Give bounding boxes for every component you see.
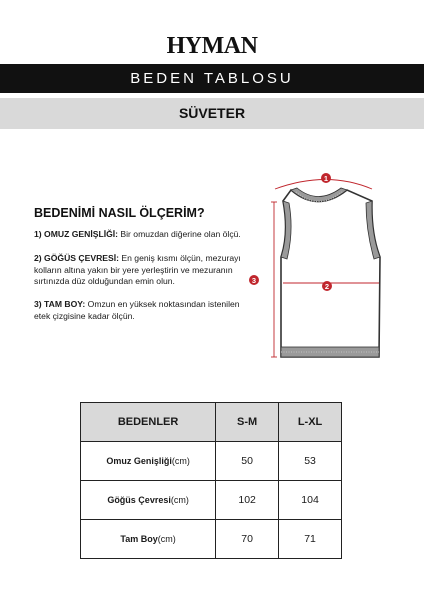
cell-value: 102: [216, 481, 279, 520]
howto-item-length: [34, 299, 249, 322]
vest-outline: [281, 190, 380, 357]
cell-value: 53: [279, 442, 342, 481]
row-label: Tam Boy(cm): [81, 520, 216, 559]
size-table-header: [81, 403, 342, 442]
cell-value: 104: [279, 481, 342, 520]
howto-item-label: 1) OMUZ GENİŞLİĞİ:: [34, 229, 119, 239]
howto-item-shoulder: [34, 229, 249, 241]
table-row: [81, 481, 342, 520]
marker-3-label: 3: [251, 275, 257, 285]
header-title-bar: BEDEN TABLOSU: [0, 64, 424, 93]
header-sizes: BEDENLER: [81, 403, 216, 442]
howto-title: BEDENİMİ NASIL ÖLÇERİM?: [34, 206, 205, 220]
row-label: Omuz Genişliği(cm): [81, 442, 216, 481]
howto-item-label: 3) TAM BOY:: [34, 299, 86, 309]
cell-value: 70: [216, 520, 279, 559]
header-size-sm: S-M: [216, 403, 279, 442]
cell-value: 71: [279, 520, 342, 559]
header-size-lxl: L-XL: [279, 403, 342, 442]
howto-item-text: Bir omuzdan diğerine olan ölçü.: [118, 229, 241, 239]
marker-2-label: 2: [324, 281, 330, 291]
cell-value: 50: [216, 442, 279, 481]
brand-logo: HYMAN: [166, 33, 258, 59]
size-table: [80, 402, 342, 559]
howto-item-text: Omzun en yüksek noktasından istenilen etek çizgisine kadar ölçün.: [34, 299, 240, 321]
howto-item-chest: [34, 253, 249, 288]
product-title-bar: SÜVETER: [0, 98, 424, 129]
table-row: [81, 442, 342, 481]
sweater-vest-diagram: [245, 165, 395, 375]
howto-item-text: En geniş kısmı ölçün, mezurayı kolların altına yakın bir yere yerleştirin ve mezuranın sırtınızda düz olduğundan emin olun.: [34, 253, 241, 287]
howto-item-label: 2) GÖĞÜS ÇEVRESİ:: [34, 253, 119, 263]
row-label: Göğüs Çevresi(cm): [81, 481, 216, 520]
table-row: [81, 520, 342, 559]
marker-1-label: 1: [323, 173, 329, 183]
